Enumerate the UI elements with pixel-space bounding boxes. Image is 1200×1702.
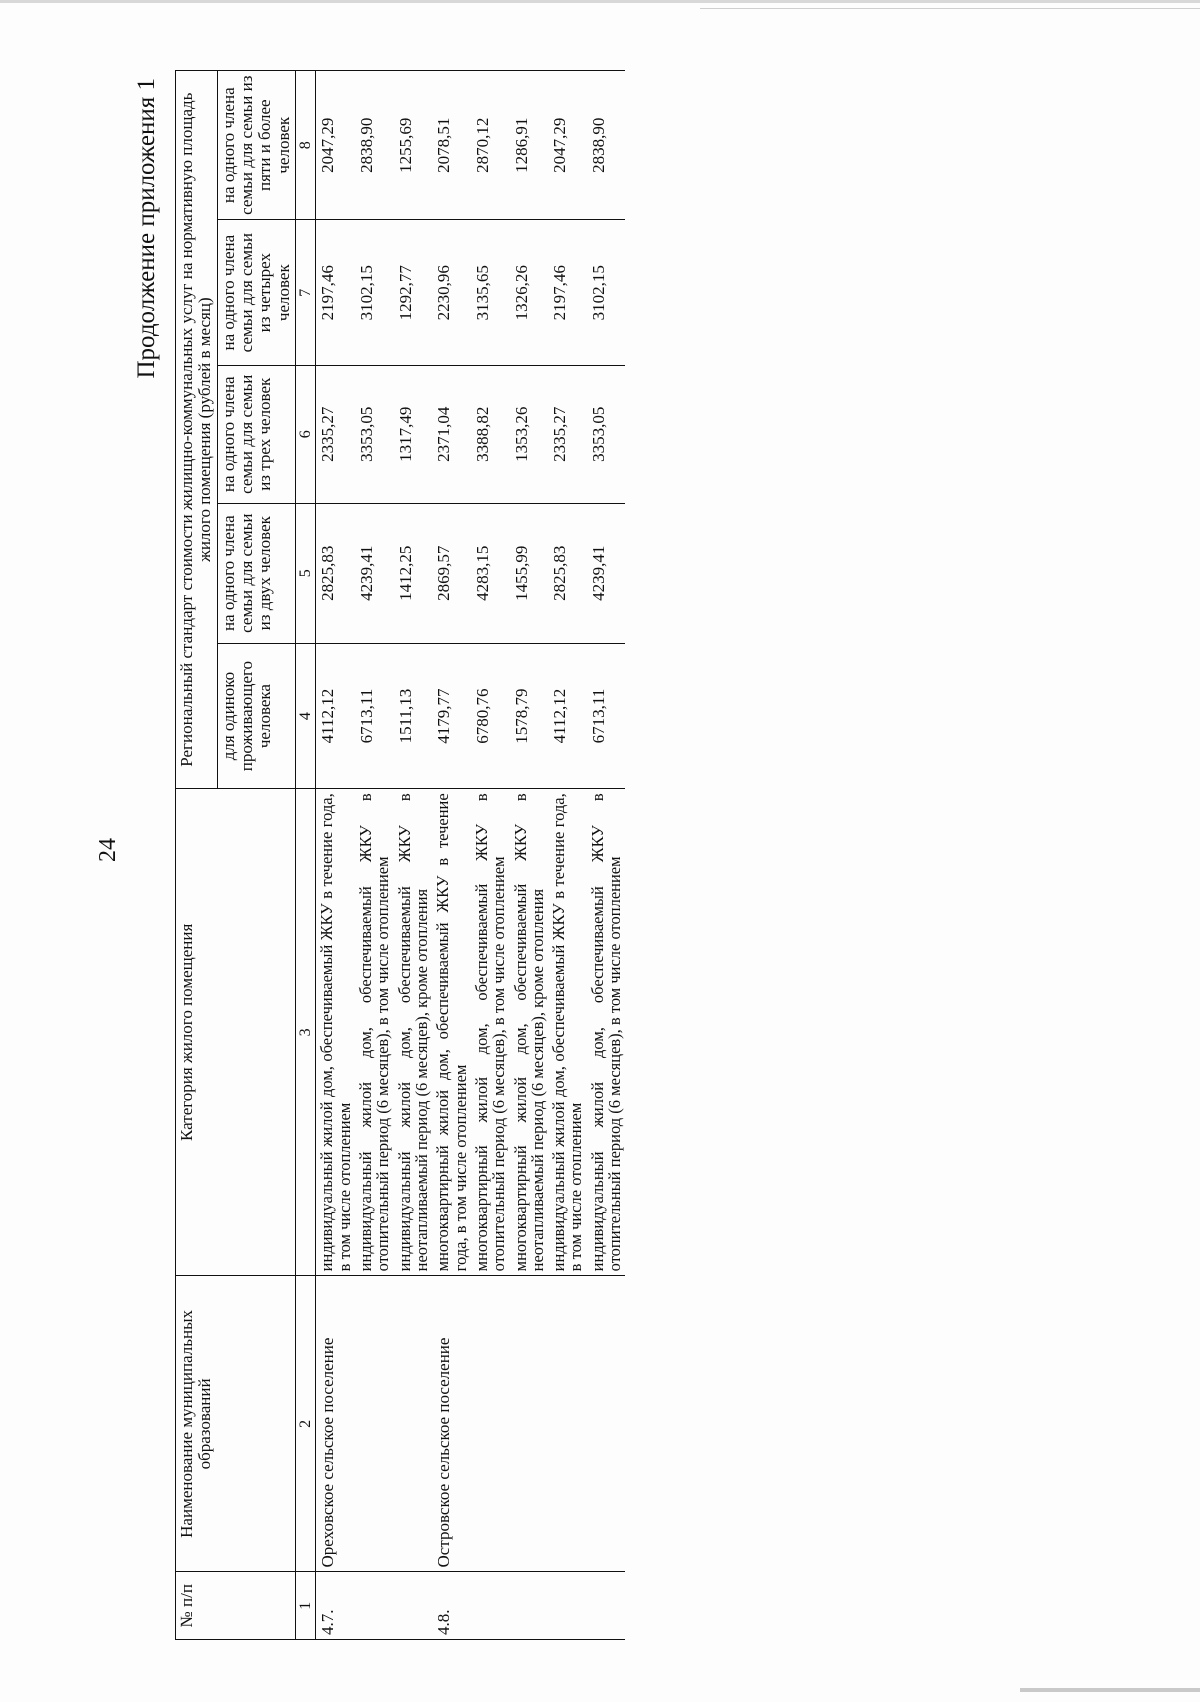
row-category: индивидуальный жилой дом, обеспечиваемый ЖКУ в отопительный период (6 месяцев), в том числе отоплением — [355, 789, 394, 1276]
header-municipality: Наименование муниципальных образований — [176, 1276, 296, 1572]
row-value-col6: 1353,26 — [510, 365, 549, 503]
row-value-col6: 3353,05 — [355, 365, 394, 503]
row-category: индивидуальный жилой дом, обеспечиваемый ЖКУ в отопительный период (6 месяцев), в том числе отоплением — [587, 789, 626, 1276]
row-municipality: Ореховское сельское поселение — [316, 1276, 355, 1572]
row-value-col4: 1578,79 — [510, 643, 549, 788]
row-number: 4.7. — [316, 1572, 355, 1640]
header-category: Категория жилого помещения — [176, 789, 296, 1276]
row-value-col4: 1511,13 — [394, 643, 433, 788]
continuation-title: Продолжение приложения 1 — [133, 78, 160, 379]
table-row — [471, 71, 510, 1640]
header-col7: на одного члена семьи для семьи из четырех человек — [217, 220, 295, 365]
row-value-col7: 1292,77 — [394, 220, 433, 365]
header-col6: на одного члена семьи для семьи из трех человек — [217, 365, 295, 503]
row-value-col5: 1412,25 — [394, 503, 433, 643]
table-row — [394, 71, 433, 1640]
row-value-col6: 1317,49 — [394, 365, 433, 503]
row-category: индивидуальный жилой дом, обеспечиваемый ЖКУ в течение года, в том числе отоплением — [316, 789, 355, 1276]
table-row — [548, 71, 587, 1640]
row-value-col4: 6713,11 — [355, 643, 394, 788]
row-municipality — [394, 1276, 433, 1572]
row-category: индивидуальный жилой дом, обеспечиваемый ЖКУ в неотапливаемый период (6 месяцев), кроме отопления — [394, 789, 433, 1276]
table-row — [587, 71, 626, 1640]
scan-bottom-edge — [1020, 1688, 1200, 1692]
row-value-col4: 4179,77 — [432, 643, 471, 788]
row-value-col4: 4112,12 — [548, 643, 587, 788]
table-row — [432, 71, 471, 1640]
row-value-col8: 2047,29 — [548, 71, 587, 220]
header-no: № п/п — [176, 1572, 296, 1640]
row-value-col6: 2335,27 — [316, 365, 355, 503]
row-category: многоквартирный жилой дом, обеспечиваемый ЖКУ в течение года, в том числе отоплением — [432, 789, 471, 1276]
column-number: 8 — [296, 71, 316, 220]
row-value-col8: 1286,91 — [510, 71, 549, 220]
row-number — [587, 1572, 626, 1640]
column-number: 1 — [296, 1572, 316, 1640]
row-value-col8: 2838,90 — [355, 71, 394, 220]
row-municipality — [510, 1276, 549, 1572]
row-value-col5: 2825,83 — [548, 503, 587, 643]
row-value-col4: 6780,76 — [471, 643, 510, 788]
row-value-col6: 2371,04 — [432, 365, 471, 503]
row-value-col7: 3135,65 — [471, 220, 510, 365]
row-number — [394, 1572, 433, 1640]
column-number: 5 — [296, 503, 316, 643]
column-number: 4 — [296, 643, 316, 788]
row-value-col5: 1455,99 — [510, 503, 549, 643]
row-value-col6: 3388,82 — [471, 365, 510, 503]
row-category: индивидуальный жилой дом, обеспечиваемый ЖКУ в течение года, в том числе отоплением — [548, 789, 587, 1276]
row-value-col5: 4239,41 — [587, 503, 626, 643]
row-value-col6: 2335,27 — [548, 365, 587, 503]
scan-top-edge — [0, 0, 1200, 3]
row-number — [548, 1572, 587, 1640]
row-municipality — [548, 1276, 587, 1572]
tariff-table — [175, 70, 625, 1640]
row-municipality — [587, 1276, 626, 1572]
row-value-col7: 3102,15 — [587, 220, 626, 365]
row-value-col8: 2870,12 — [471, 71, 510, 220]
row-value-col8: 1255,69 — [394, 71, 433, 220]
column-number: 6 — [296, 365, 316, 503]
scan-top-line — [700, 8, 1200, 9]
row-value-col5: 2825,83 — [316, 503, 355, 643]
page-number: 24 — [95, 838, 121, 862]
row-number — [510, 1572, 549, 1640]
table-row — [355, 71, 394, 1640]
row-category: многоквартирный жилой дом, обеспечиваемый ЖКУ в неотапливаемый период (6 месяцев), кроме отопления — [510, 789, 549, 1276]
row-value-col6: 3353,05 — [587, 365, 626, 503]
row-value-col5: 4283,15 — [471, 503, 510, 643]
row-value-col8: 2838,90 — [587, 71, 626, 220]
row-municipality — [355, 1276, 394, 1572]
row-value-col7: 3102,15 — [355, 220, 394, 365]
row-value-col4: 4112,12 — [316, 643, 355, 788]
header-col4: для одиноко проживающего человека — [217, 643, 295, 788]
header-group: Региональный стандарт стоимости жилищно-коммунальных услуг на нормативную площадь жилого помещения (рублей в месяц) — [176, 71, 218, 789]
row-number — [355, 1572, 394, 1640]
row-category: многоквартирный жилой дом, обеспечиваемый ЖКУ в отопительный период (6 месяцев), в том числе отоплением — [471, 789, 510, 1276]
row-value-col7: 2197,46 — [548, 220, 587, 365]
row-value-col5: 2869,57 — [432, 503, 471, 643]
row-municipality — [471, 1276, 510, 1572]
row-value-col7: 2230,96 — [432, 220, 471, 365]
row-number — [471, 1572, 510, 1640]
row-value-col8: 2078,51 — [432, 71, 471, 220]
row-value-col4: 6713,11 — [587, 643, 626, 788]
column-number: 7 — [296, 220, 316, 365]
row-value-col7: 1326,26 — [510, 220, 549, 365]
header-col8: на одного члена семьи для семьи из пяти и более человек — [217, 71, 295, 220]
table-row — [316, 71, 355, 1640]
column-number: 2 — [296, 1276, 316, 1572]
header-col5: на одного члена семьи для семьи из двух человек — [217, 503, 295, 643]
row-value-col8: 2047,29 — [316, 71, 355, 220]
row-number: 4.8. — [432, 1572, 471, 1640]
column-number: 3 — [296, 789, 316, 1276]
row-municipality: Островское сельское поселение — [432, 1276, 471, 1572]
rotated-landscape-content — [95, 60, 1055, 1640]
row-value-col7: 2197,46 — [316, 220, 355, 365]
table-row — [510, 71, 549, 1640]
row-value-col5: 4239,41 — [355, 503, 394, 643]
